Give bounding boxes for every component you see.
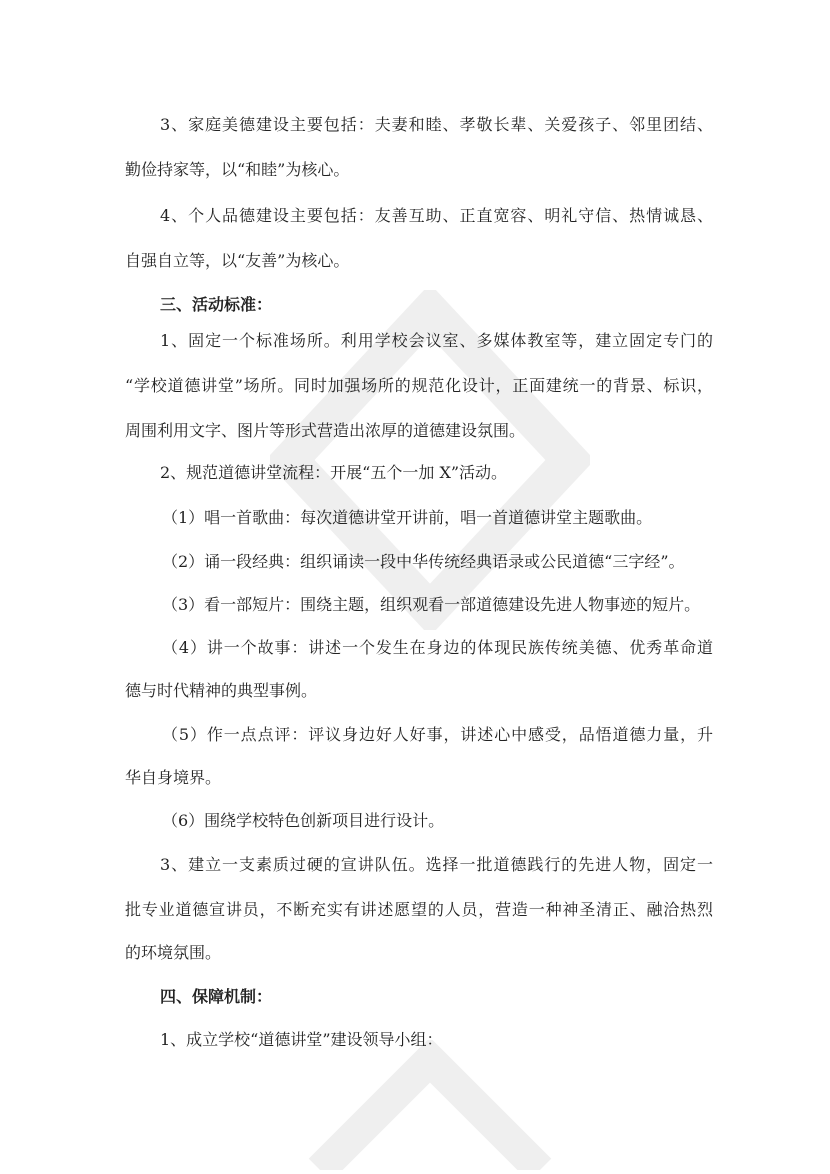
paragraph-line: （4）讲一个故事：讲述一个发生在身边的体现民族传统美德、优秀革命道	[162, 638, 713, 657]
paragraph-line: 1、成立学校“道德讲堂”建设领导小组：	[160, 1030, 443, 1049]
paragraph-line: 3、家庭美德建设主要包括：夫妻和睦、孝敬长辈、关爱孩子、邻里团结、	[160, 115, 713, 134]
paragraph-line: 3、建立一支素质过硬的宣讲队伍。选择一批道德践行的先进人物，固定一	[160, 855, 713, 874]
paragraph-line: 的环境氛围。	[125, 943, 222, 962]
watermark-logo-icon	[300, 1040, 560, 1170]
paragraph-line: 批专业道德宣讲员，不断充实有讲述愿望的人员，营造一种神圣清正、融洽热烈	[125, 900, 713, 919]
paragraph-line: 4、个人品德建设主要包括：友善互助、正直宽容、明礼守信、热情诚恳、	[160, 206, 713, 225]
paragraph-line: 1、固定一个标准场所。利用学校会议室、多媒体教室等，建立固定专门的	[160, 331, 713, 350]
paragraph-line: （3）看一部短片：围绕主题，组织观看一部道德建设先进人物事迹的短片。	[162, 595, 701, 614]
paragraph-line: （6）围绕学校特色创新项目进行设计。	[162, 811, 445, 830]
paragraph-line: （1）唱一首歌曲：每次道德讲堂开讲前，唱一首道德讲堂主题歌曲。	[162, 508, 653, 527]
paragraph-line: 2、规范道德讲堂流程：开展“五个一加 X”活动。	[160, 463, 508, 482]
paragraph-line: “学校道德讲堂”场所。同时加强场所的规范化设计，正面建统一的背景、标识，	[125, 376, 713, 395]
paragraph-line: （5）作一点点评：评议身边好人好事，讲述心中感受，品悟道德力量，升	[162, 725, 713, 744]
paragraph-line: 自强自立等，以“友善”为核心。	[125, 251, 350, 270]
paragraph-line: 周围利用文字、图片等形式营造出浓厚的道德建设氛围。	[125, 421, 526, 440]
paragraph-line: 华自身境界。	[125, 768, 222, 787]
paragraph-line: 德与时代精神的典型事例。	[125, 681, 318, 700]
section-heading: 四、保障机制：	[160, 987, 273, 1006]
paragraph-line: 勤俭持家等，以“和睦”为核心。	[125, 160, 350, 179]
paragraph-line: （2）诵一段经典：组织诵读一段中华传统经典语录或公民道德“三字经”。	[162, 552, 685, 571]
section-heading: 三、活动标准：	[160, 295, 273, 314]
